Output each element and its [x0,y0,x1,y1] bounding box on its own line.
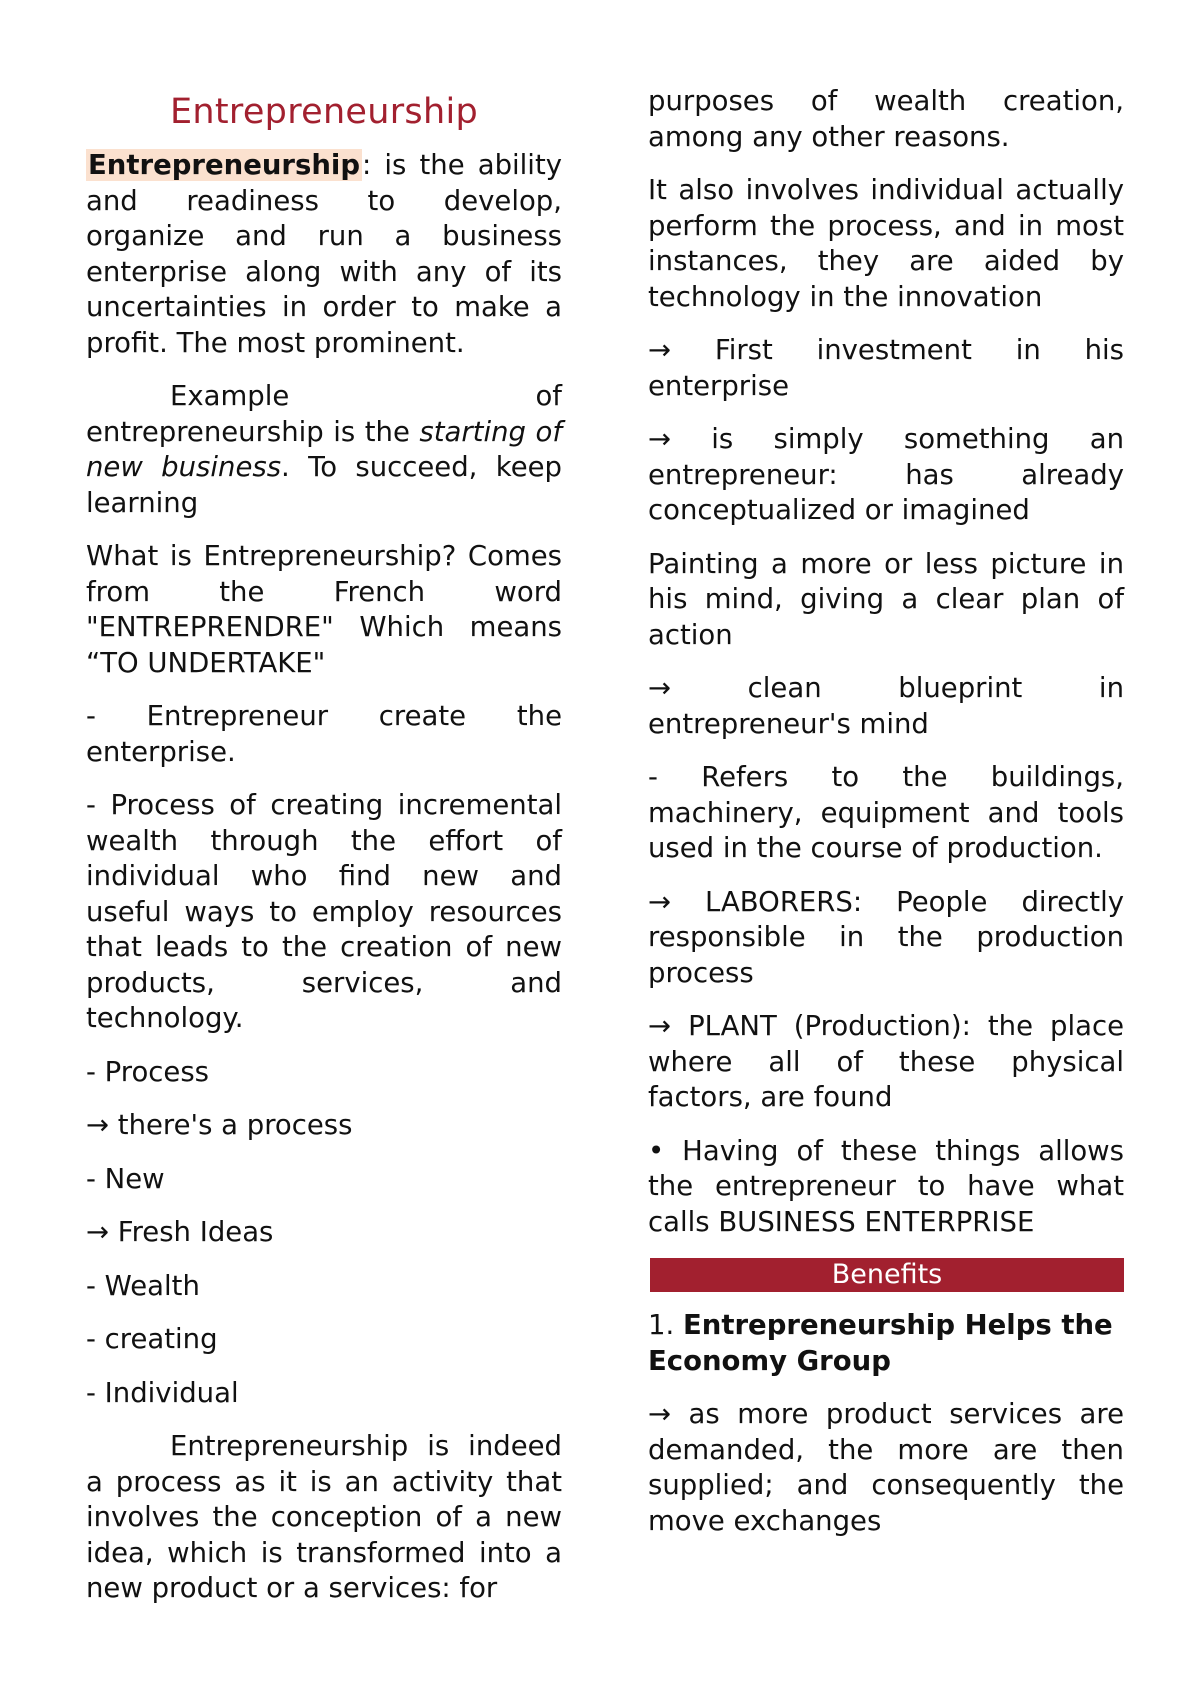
page-title: Entrepreneurship [170,92,478,132]
paragraph-business-enterprise: • Having of these things allows the entrepreneur to have what calls BUSINESS ENTERPRISE [648,1134,1124,1238]
paragraph-blueprint: → clean blueprint in entrepreneur's mind [648,672,1124,740]
example-text-post: . To succeed, keep learning [86,451,562,519]
list-item: - creating [86,1323,218,1355]
create-paragraph: - Entrepreneur create the enterprise. [86,700,562,768]
paragraph-purposes: purposes of wealth creation, among any other reasons. [648,85,1124,153]
list-item: - Wealth [86,1269,200,1302]
benefits-heading: Benefits [650,1258,1124,1292]
list-item: - Process [86,1055,209,1088]
example-paragraph [86,379,562,521]
benefit-1-text: → as more product services are demanded, the more are then supplied; and consequently the move exchanges [648,1398,1124,1537]
list-item: - New [86,1162,165,1195]
benefit-1-number: 1. [648,1309,683,1341]
paragraph-plant: → PLANT (Production): the place where all of these physical factors, are found [648,1010,1124,1113]
paragraph-laborers: → LABORERS: People directly responsible in the production process [648,885,1124,989]
benefit-1-title: Entrepreneurship Helps the Economy Group [648,1309,1113,1377]
example-text-pre: Example of entrepreneurship is the [86,380,562,448]
closing-paragraph: Entrepreneurship is indeed a process as it is an activity that involves the conception of a new idea, which is transformed into a new product or a services: for [86,1430,562,1604]
definition-paragraph [86,148,562,361]
list-item: → Fresh Ideas [86,1216,274,1248]
paragraph-involves: It also involves individual actually perform the process, and in most instances, they are aided by technology in the innovation [648,174,1124,313]
highlighted-term: Entrepreneurship [88,149,361,181]
benefit-1-heading [648,1308,1124,1379]
example-italic: starting of new business [86,415,562,483]
process-paragraph: - Process of creating incremental wealth through the effort of individual who find new and useful ways to employ resources that leads to the creation of new products, services, and technology. [86,789,562,1034]
right-column [648,84,1124,1557]
what-is-paragraph: What is Entrepreneurship? Comes from the French word "ENTREPRENDRE" Which means “TO UNDERTAKE" [86,540,562,679]
paragraph-conceptualized: → is simply something an entrepreneur: has already conceptualized or imagined [648,423,1124,526]
definition-text: : is the ability and readiness to develop, organize and run a business enterprise along with any of its uncertainties in order to make a profit. The most prominent. [86,149,562,359]
paragraph-painting: Painting a more or less picture in his mind, giving a clear plan of action [648,547,1124,651]
paragraph-investment: → First investment in his enterprise [648,334,1124,402]
paragraph-buildings: - Refers to the buildings, machinery, equipment and tools used in the course of production. [648,761,1124,864]
left-column [86,80,562,1625]
list-item: - Individual [86,1376,239,1409]
list-item: → there's a process [86,1109,353,1141]
